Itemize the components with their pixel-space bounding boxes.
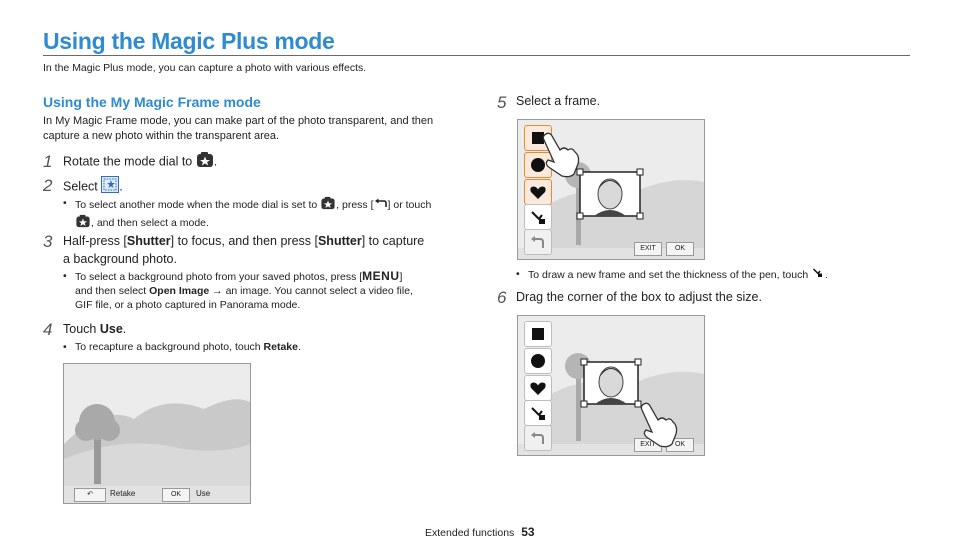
title-divider <box>43 55 910 56</box>
magic-plus-mode-icon <box>196 151 214 173</box>
footer-section: Extended functions <box>425 527 515 539</box>
step-4-bullet-c: . <box>298 341 301 353</box>
step-3-text-c: ] to focus, and then press [ <box>170 234 318 248</box>
touch-hand-icon <box>540 132 580 178</box>
retake-button[interactable] <box>74 488 106 502</box>
step-3-number: 3 <box>43 232 53 251</box>
frame-square-button[interactable] <box>524 321 552 347</box>
exit-button[interactable]: EXIT <box>634 438 662 452</box>
step-3-bullet-c: and then select <box>75 285 150 297</box>
magic-plus-mode-icon <box>75 214 91 232</box>
back-icon <box>374 198 388 213</box>
retake-text: Retake <box>110 489 136 498</box>
back-icon <box>525 230 551 254</box>
touch-hand-icon <box>638 402 678 448</box>
back-button[interactable] <box>524 229 552 255</box>
step-5-bullet-text: To draw a new frame and set the thickness of the pen, touch <box>528 268 809 281</box>
step-3-bullet-a: To select a background photo from your saved photos, press [ <box>75 271 363 283</box>
section-desc-line-2: capture a new photo within the transparent area. <box>43 130 280 142</box>
page-number: 53 <box>521 525 535 539</box>
pen-icon <box>525 205 551 229</box>
ok-button[interactable]: OK <box>162 488 190 502</box>
pen-icon <box>525 401 551 425</box>
step-3-bullet-b: ] <box>399 271 403 283</box>
intro-text: In the Magic Plus mode, you can capture a photo with various effects. <box>43 62 367 74</box>
step-1-end: . <box>213 154 218 169</box>
back-icon <box>525 426 551 450</box>
frame-heart-button[interactable] <box>524 375 552 401</box>
section-heading: Using the My Magic Frame mode <box>43 94 261 110</box>
open-image-label: Open Image <box>149 285 210 297</box>
retake-label: Retake <box>263 341 298 353</box>
step-2-bullet: • To select another mode when the mode dial is set to , press [ ] or touch , and then select a mode. <box>75 196 465 232</box>
section-desc-line-1: In My Magic Frame mode, you can make part of the photo transparent, and then <box>43 115 434 127</box>
exit-button[interactable]: EXIT <box>634 242 662 256</box>
step-3-bullet-d: → an image. You cannot select a video file, <box>209 285 413 297</box>
step-2-number: 2 <box>43 176 53 195</box>
my-magic-frame-icon <box>101 176 119 198</box>
shutter-label: Shutter <box>126 234 171 248</box>
pen-button[interactable] <box>524 400 552 426</box>
camera-screen-frame-select <box>517 119 705 260</box>
step-4-end: . <box>122 322 127 336</box>
step-4-text <box>63 320 126 338</box>
step-3-text-line-2: a background photo. <box>63 252 177 266</box>
back-button[interactable] <box>524 425 552 451</box>
step-2-end: . <box>119 179 123 194</box>
step-4-bullet-a: To recapture a background photo, touch <box>75 341 264 353</box>
pen-icon <box>811 267 825 283</box>
step-4-label: Touch <box>63 322 100 336</box>
use-label: Use <box>99 322 123 336</box>
step-3-bullet-e: GIF file, or a photo captured in Panorama mode. <box>75 299 301 311</box>
step-2-bullet-a: To select another mode when the mode dial is set to <box>75 198 318 211</box>
menu-button-label: MENU <box>362 269 400 283</box>
step-6-text: Drag the corner of the box to adjust the size. <box>516 290 762 304</box>
step-1-text <box>63 151 217 173</box>
step-3-text <box>63 232 424 268</box>
footer <box>425 525 535 539</box>
step-5-bullet-end: . <box>825 268 829 281</box>
frame-heart-button[interactable] <box>524 179 552 205</box>
ok-button[interactable]: OK <box>666 242 694 256</box>
step-3-bullet: • To select a background photo from your saved photos, press [MENU] and then select Open Image → an image. You cannot select a video file, GIF file, or a photo captured in Panorama mode. <box>75 269 465 312</box>
step-2-bullet-d: , and then select a mode. <box>91 216 209 229</box>
page-title: Using the Magic Plus mode <box>43 28 335 54</box>
step-4-bullet: • To recapture a background photo, touch Retake. <box>63 341 301 353</box>
screen-toolbar <box>64 486 250 503</box>
camera-screen-background <box>63 363 251 504</box>
shutter-label: Shutter <box>317 234 362 248</box>
step-2-bullet-c: ] or touch <box>387 198 432 211</box>
camera-screen-resize-frame <box>517 315 705 456</box>
step-4-number: 4 <box>43 320 53 339</box>
step-2-label: Select <box>63 179 98 194</box>
use-text: Use <box>196 489 211 498</box>
background-landscape <box>64 364 250 486</box>
ok-button[interactable]: OK <box>666 438 694 452</box>
back-icon: ↶ <box>87 491 93 498</box>
step-3-text-a: Half-press [ <box>63 234 127 248</box>
pen-button[interactable] <box>524 204 552 230</box>
step-2-bullet-b: , press [ <box>336 198 374 211</box>
step-2-text <box>63 176 123 198</box>
step-3-text-e: ] to capture <box>361 234 425 248</box>
magic-plus-mode-icon <box>320 196 336 214</box>
step-1-label: Rotate the mode dial to <box>63 154 193 169</box>
step-5-text: Select a frame. <box>516 94 601 108</box>
section-description <box>43 114 463 144</box>
step-6-number: 6 <box>497 288 507 307</box>
frame-circle-button[interactable] <box>524 348 552 374</box>
step-5-number: 5 <box>497 93 507 112</box>
step-5-bullet: • To draw a new frame and set the thickness of the pen, touch . <box>528 267 918 283</box>
step-1-number: 1 <box>43 152 53 171</box>
